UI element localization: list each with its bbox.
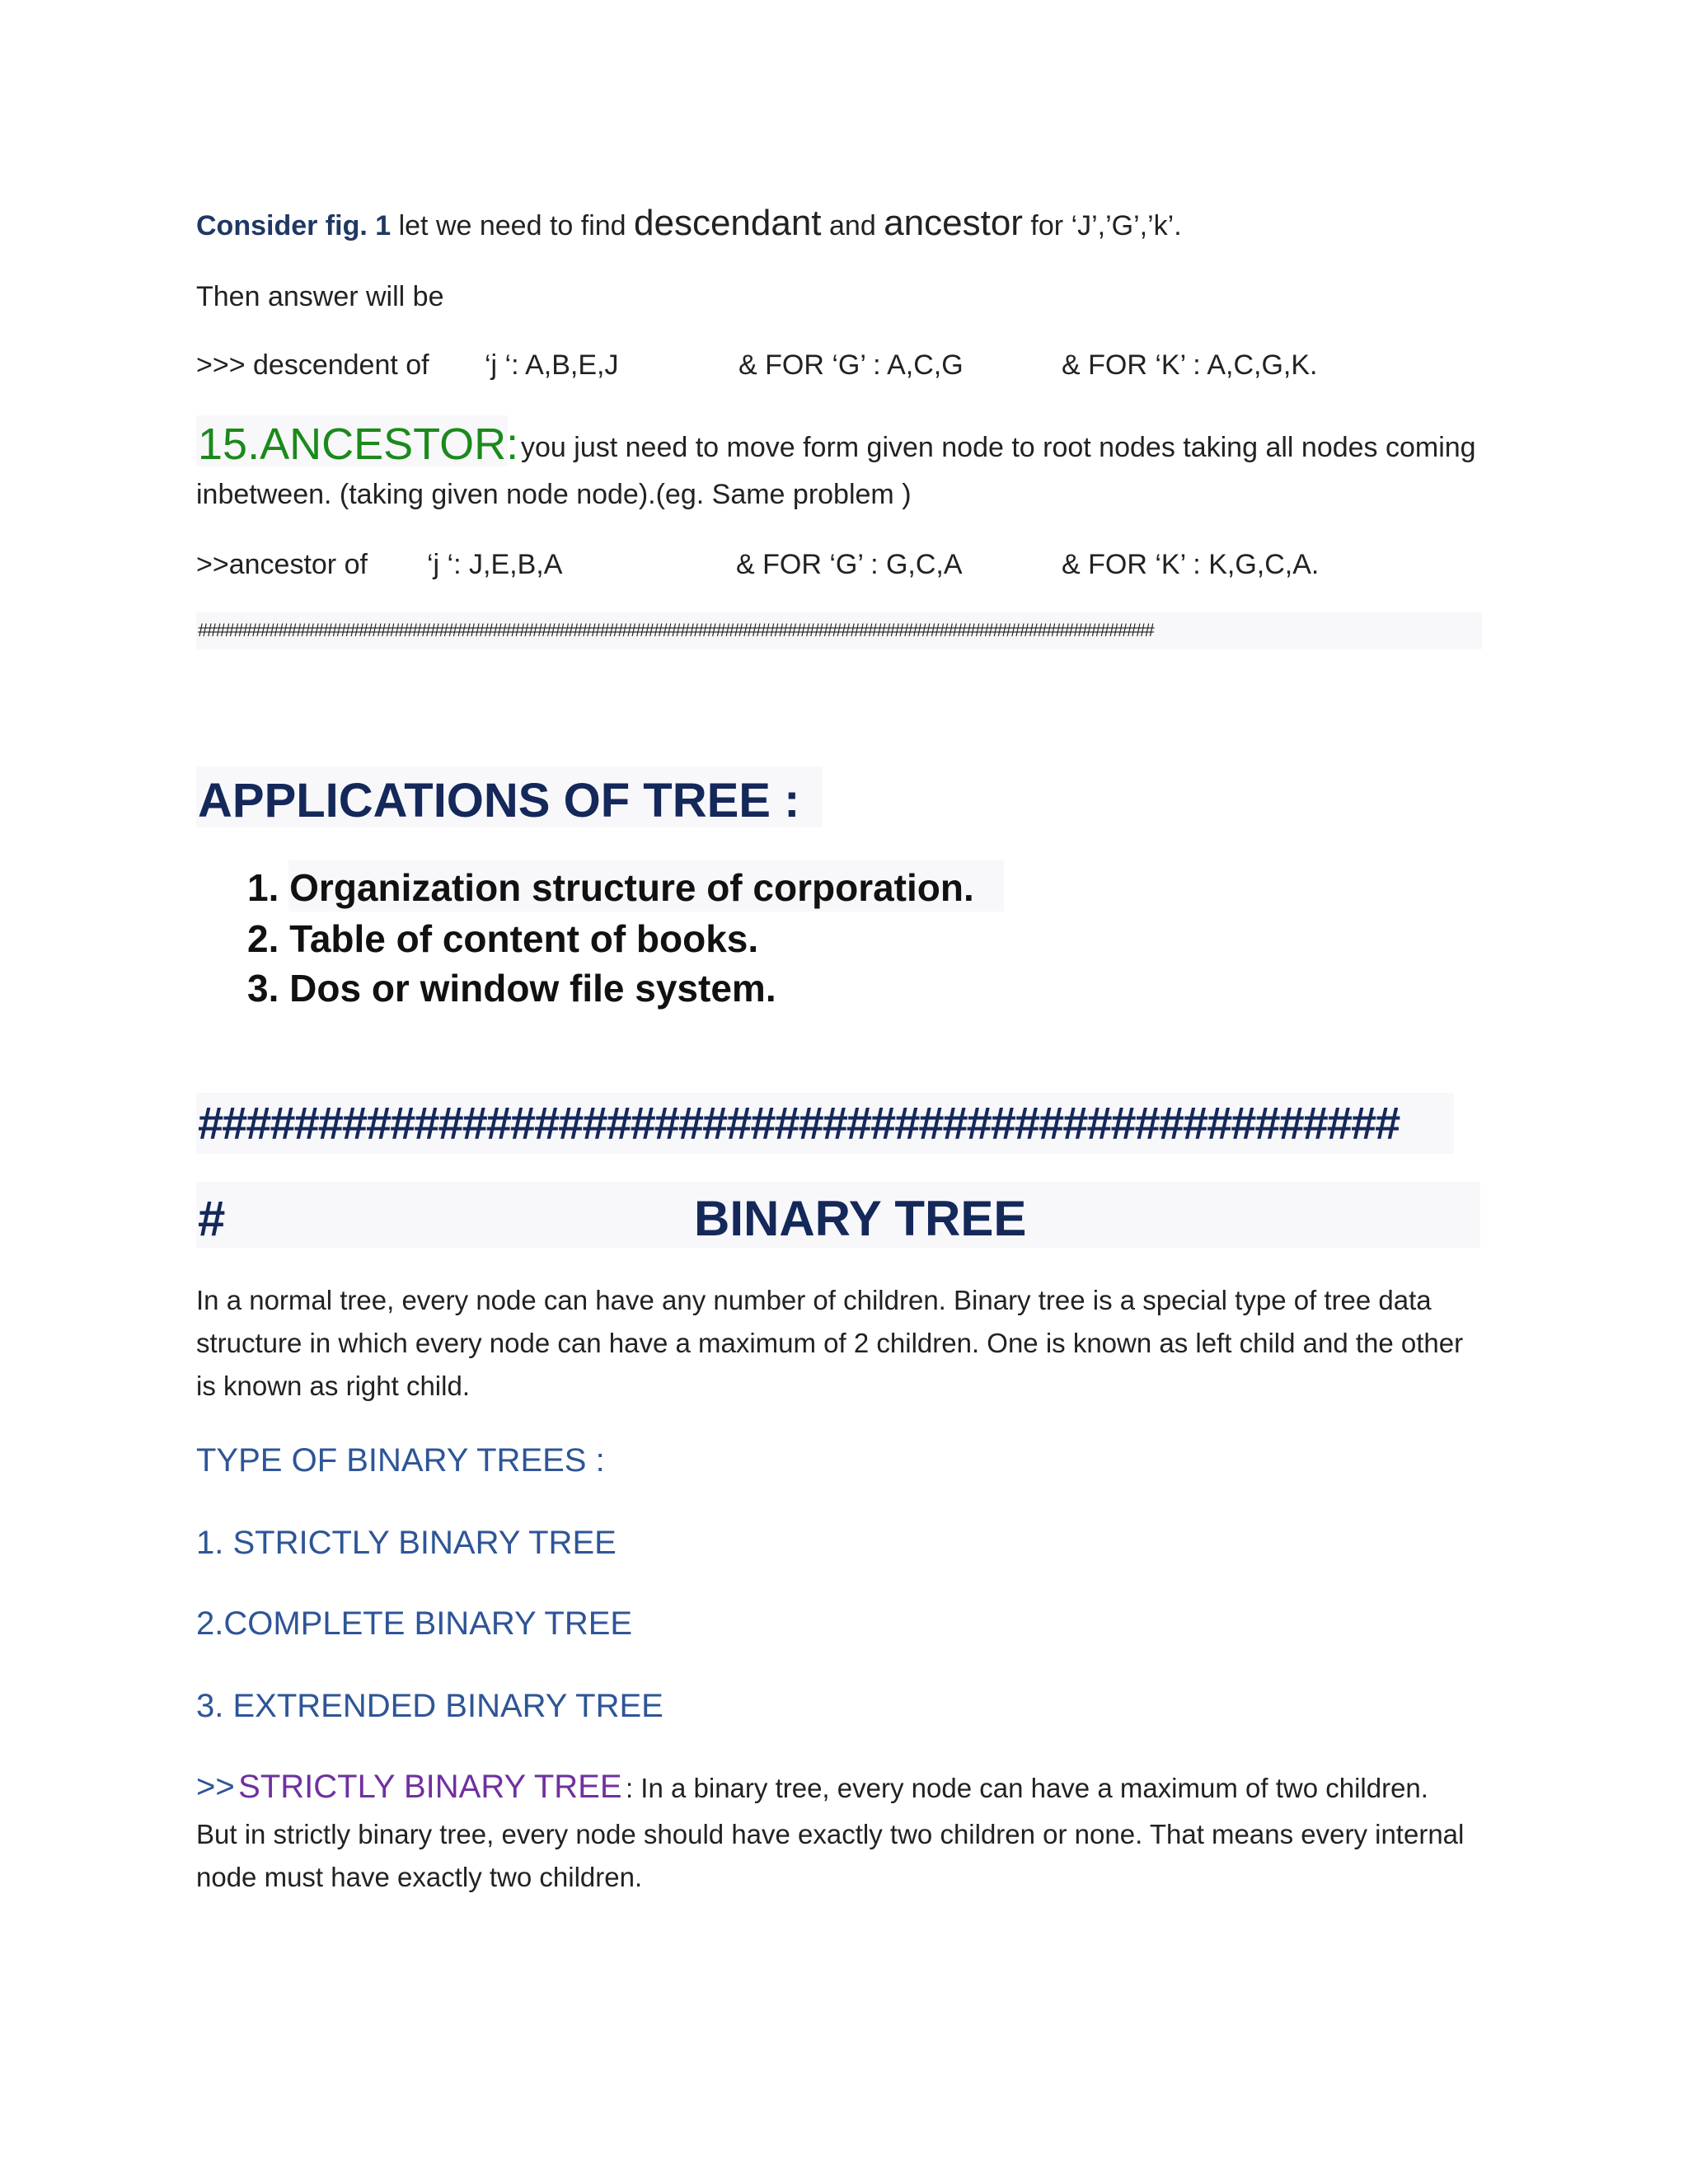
application-item-1: 1. Organization structure of corporation.: [247, 866, 974, 909]
descendent-j: ‘j ‘: A,B,E,J: [485, 349, 619, 381]
ancestor-heading: 15.ANCESTOR:: [198, 419, 519, 469]
strictly-paragraph: But in strictly binary tree, every node should have exactly two children or none. That means every internal node must have exactly two children.: [196, 1819, 1465, 1892]
consider-part1: let we need to find: [398, 210, 626, 241]
type-item-1: 1. STRICTLY BINARY TREE: [196, 1525, 617, 1561]
type-item-2: 2.COMPLETE BINARY TREE: [196, 1605, 633, 1642]
consider-lead: Consider fig. 1: [196, 210, 392, 241]
hash-divider-small: ###########################################################################################################: [198, 620, 1154, 640]
consider-line: [196, 203, 1182, 244]
binary-tree-hash: #: [198, 1191, 226, 1246]
ancestor-word: ancestor: [884, 203, 1023, 243]
application-item-2: 2. Table of content of books.: [247, 917, 759, 960]
descendant-word: descendant: [634, 203, 822, 243]
ancestor-j: ‘j ‘: J,E,B,A: [427, 549, 563, 580]
then-answer: Then answer will be: [196, 281, 444, 312]
strictly-definition: : In a binary tree, every node can have a maximum of two children.: [625, 1773, 1428, 1803]
descendent-g: & FOR ‘G’ : A,C,G: [738, 349, 964, 381]
applications-title: APPLICATIONS OF TREE :: [198, 774, 800, 827]
ancestor-g: & FOR ‘G’ : G,C,A: [736, 549, 963, 580]
ancestor-text-line2: inbetween. (taking given node node).(eg. Same problem ): [196, 479, 912, 510]
descendent-label: >>> descendent of: [196, 349, 429, 381]
strictly-prefix: >>: [196, 1769, 235, 1805]
hash-divider-big: ##################################################: [198, 1097, 1400, 1149]
strictly-name: STRICTLY BINARY TREE: [238, 1769, 622, 1805]
ancestor-k: & FOR ‘K’ : K,G,C,A.: [1062, 549, 1320, 580]
binary-tree-title: BINARY TREE: [694, 1191, 1027, 1246]
binary-tree-paragraph: In a normal tree, every node can have any number of children. Binary tree is a special type of tree data structure in which every node can have a maximum of 2 children. One is known as left child and the other is known as right child.: [196, 1285, 1464, 1401]
strictly-line1: [196, 1769, 1428, 1806]
and-word: and: [829, 210, 876, 241]
ancestor-label: >>ancestor of: [196, 549, 368, 580]
ancestor-text-line1: you just need to move form given node to root nodes taking all nodes coming: [521, 432, 1476, 463]
application-item-3: 3. Dos or window file system.: [247, 967, 776, 1010]
types-title: TYPE OF BINARY TREES :: [196, 1442, 605, 1479]
descendent-k: & FOR ‘K’ : A,C,G,K.: [1062, 349, 1318, 381]
type-item-3: 3. EXTRENDED BINARY TREE: [196, 1688, 663, 1724]
consider-part2: for ‘J’,’G’,’k’.: [1030, 210, 1182, 241]
